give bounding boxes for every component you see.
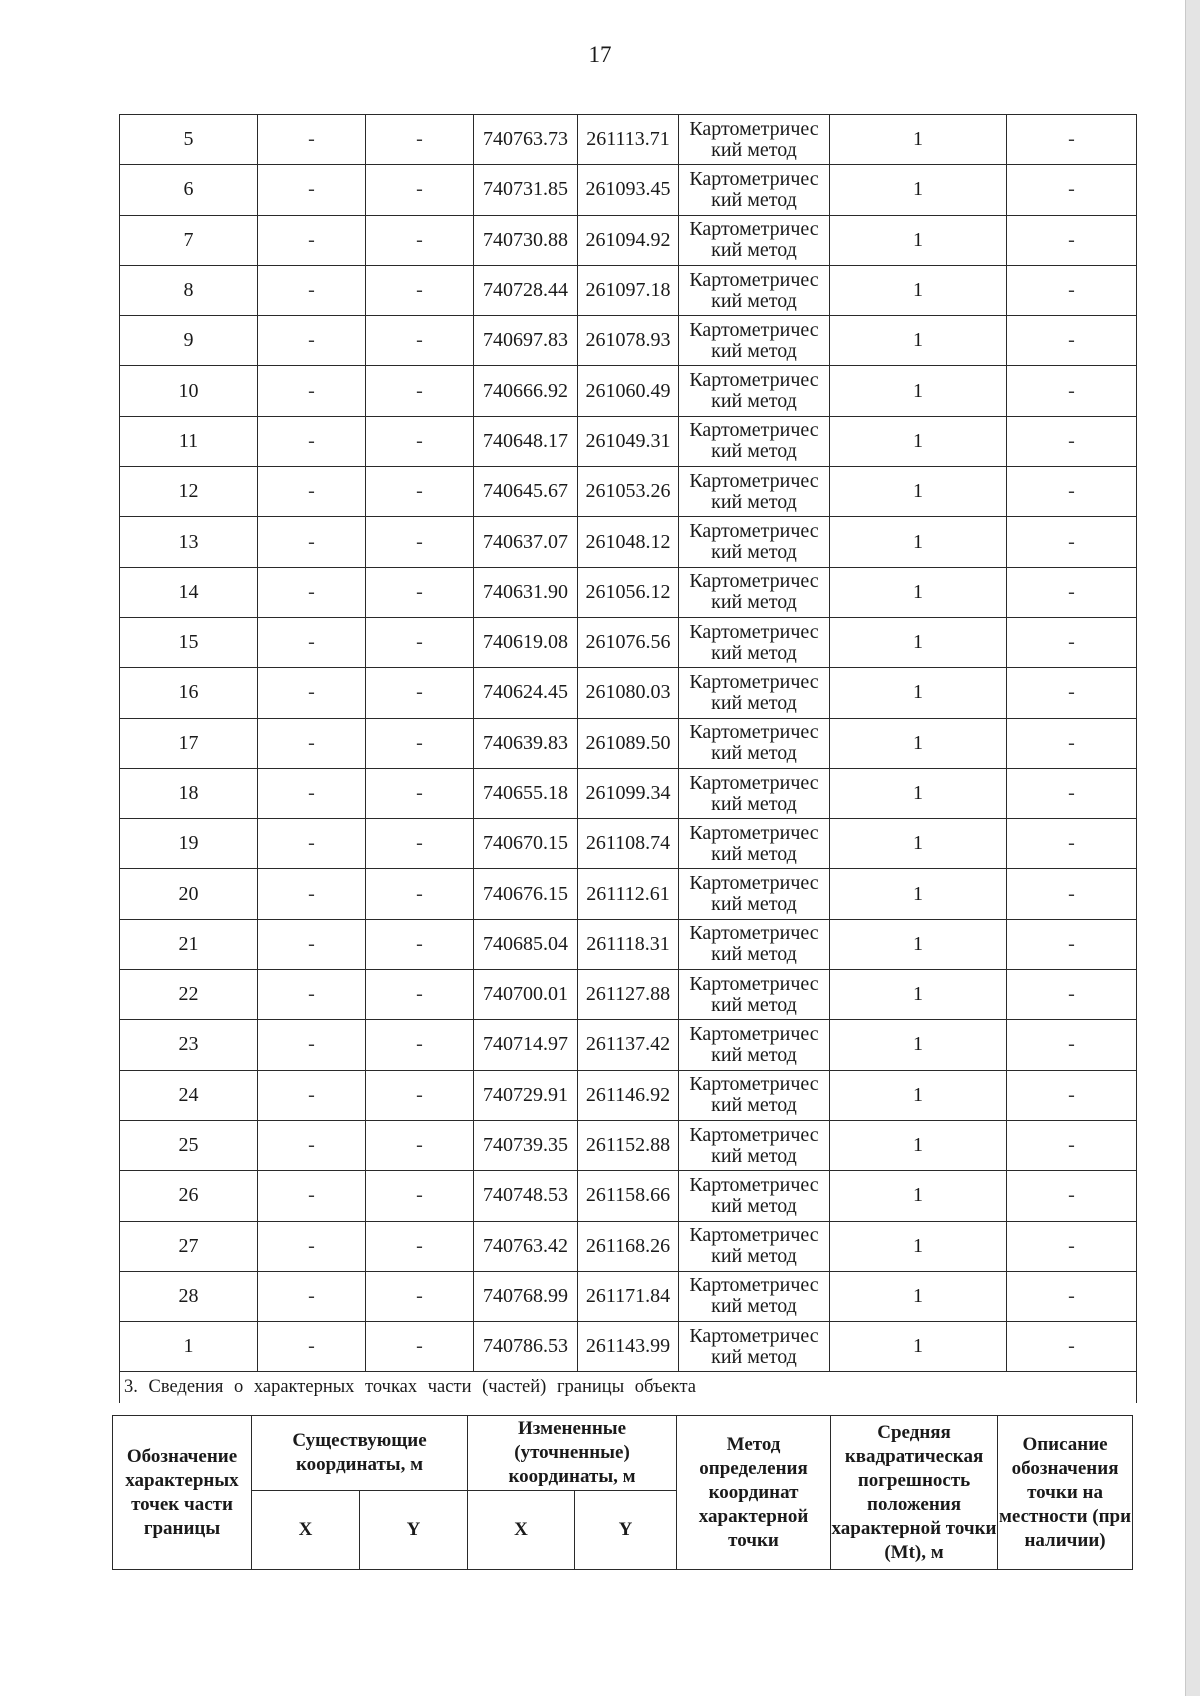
changed-y-cell: 261171.84 (578, 1271, 679, 1321)
method-text-line: кий метод (711, 1094, 797, 1117)
header-method: Метод определения координат характерной точки (677, 1416, 831, 1570)
existing-y-cell: - (366, 165, 474, 215)
description-cell: - (1007, 869, 1137, 919)
method-cell (679, 366, 830, 416)
method-text-line: кий метод (711, 188, 797, 211)
method-text-line: кий метод (711, 490, 797, 513)
changed-x-cell: 740676.15 (474, 869, 578, 919)
method-text-line: Картометричес (689, 1073, 819, 1096)
mt-cell: 1 (830, 1221, 1007, 1271)
method-cell (679, 1120, 830, 1170)
changed-x-cell: 740730.88 (474, 215, 578, 265)
existing-y-cell: - (366, 517, 474, 567)
method-text-line: Картометричес (689, 821, 819, 844)
changed-y-cell: 261137.42 (578, 1020, 679, 1070)
method-text-line: кий метод (711, 792, 797, 815)
changed-x-cell: 740631.90 (474, 567, 578, 617)
point-number-cell: 24 (120, 1070, 258, 1120)
mt-cell: 1 (830, 1120, 1007, 1170)
method-text-line: Картометричес (689, 721, 819, 744)
changed-y-cell: 261168.26 (578, 1221, 679, 1271)
existing-x-cell: - (258, 517, 366, 567)
table-row (120, 819, 1137, 869)
existing-y-cell: - (366, 115, 474, 165)
existing-y-cell: - (366, 869, 474, 919)
method-text-line: кий метод (711, 742, 797, 765)
changed-x-cell: 740786.53 (474, 1322, 578, 1372)
changed-x-cell: 740670.15 (474, 819, 578, 869)
mt-cell: 1 (830, 1070, 1007, 1120)
method-text-line: Картометричес (689, 117, 819, 140)
description-cell: - (1007, 1221, 1137, 1271)
point-number-cell: 26 (120, 1171, 258, 1221)
method-text-line: кий метод (711, 339, 797, 362)
point-number-cell: 1 (120, 1322, 258, 1372)
point-number-cell: 18 (120, 768, 258, 818)
description-cell: - (1007, 617, 1137, 667)
table-row (120, 718, 1137, 768)
mt-cell: 1 (830, 165, 1007, 215)
description-cell: - (1007, 819, 1137, 869)
method-cell (679, 517, 830, 567)
method-text-line: Картометричес (689, 570, 819, 593)
existing-x-cell: - (258, 1271, 366, 1321)
method-text-line: Картометричес (689, 520, 819, 543)
existing-x-cell: - (258, 869, 366, 919)
changed-x-cell: 740666.92 (474, 366, 578, 416)
existing-y-cell: - (366, 1120, 474, 1170)
existing-x-cell: - (258, 467, 366, 517)
existing-y-cell: - (366, 316, 474, 366)
table-row (120, 215, 1137, 265)
description-cell: - (1007, 970, 1137, 1020)
point-number-cell: 27 (120, 1221, 258, 1271)
method-cell (679, 567, 830, 617)
existing-y-cell: - (366, 668, 474, 718)
description-cell: - (1007, 366, 1137, 416)
method-cell (679, 467, 830, 517)
changed-y-cell: 261049.31 (578, 416, 679, 466)
existing-y-cell: - (366, 718, 474, 768)
coordinates-table-body (120, 115, 1137, 1372)
method-text-line: Картометричес (689, 1274, 819, 1297)
method-cell (679, 1221, 830, 1271)
header-changed-coordinates: Измененные (уточненные) координаты, м (468, 1416, 677, 1491)
method-cell (679, 165, 830, 215)
changed-x-cell: 740731.85 (474, 165, 578, 215)
existing-y-cell: - (366, 265, 474, 315)
point-number-cell: 23 (120, 1020, 258, 1070)
table-row (120, 617, 1137, 667)
changed-x-cell: 740655.18 (474, 768, 578, 818)
description-cell: - (1007, 467, 1137, 517)
mt-cell: 1 (830, 768, 1007, 818)
method-text-line: Картометричес (689, 771, 819, 794)
description-cell: - (1007, 1120, 1137, 1170)
mt-cell: 1 (830, 869, 1007, 919)
changed-x-cell: 740637.07 (474, 517, 578, 567)
header-changed-y: Y (575, 1491, 677, 1570)
existing-x-cell: - (258, 768, 366, 818)
description-cell: - (1007, 768, 1137, 818)
existing-x-cell: - (258, 1322, 366, 1372)
mt-cell: 1 (830, 1271, 1007, 1321)
method-cell (679, 215, 830, 265)
existing-x-cell: - (258, 718, 366, 768)
changed-x-cell: 740739.35 (474, 1120, 578, 1170)
changed-x-cell: 740700.01 (474, 970, 578, 1020)
method-text-line: Картометричес (689, 268, 819, 291)
method-text-line: Картометричес (689, 318, 819, 341)
method-text-line: кий метод (711, 943, 797, 966)
existing-x-cell: - (258, 316, 366, 366)
method-text-line: Картометричес (689, 469, 819, 492)
changed-x-cell: 740768.99 (474, 1271, 578, 1321)
existing-y-cell: - (366, 819, 474, 869)
changed-x-cell: 740748.53 (474, 1171, 578, 1221)
existing-y-cell: - (366, 1271, 474, 1321)
point-number-cell: 5 (120, 115, 258, 165)
table-row (120, 1020, 1137, 1070)
method-text-line: кий метод (711, 440, 797, 463)
existing-y-cell: - (366, 768, 474, 818)
table-row (120, 517, 1137, 567)
point-number-cell: 13 (120, 517, 258, 567)
method-text-line: кий метод (711, 893, 797, 916)
changed-y-cell: 261143.99 (578, 1322, 679, 1372)
changed-y-cell: 261118.31 (578, 919, 679, 969)
method-cell (679, 768, 830, 818)
changed-x-cell: 740648.17 (474, 416, 578, 466)
table-row (120, 1070, 1137, 1120)
existing-x-cell: - (258, 1070, 366, 1120)
method-text-line: Картометричес (689, 167, 819, 190)
changed-y-cell: 261127.88 (578, 970, 679, 1020)
method-text-line: Картометричес (689, 620, 819, 643)
point-number-cell: 17 (120, 718, 258, 768)
point-number-cell: 12 (120, 467, 258, 517)
method-cell (679, 617, 830, 667)
existing-y-cell: - (366, 1221, 474, 1271)
table-row (120, 165, 1137, 215)
changed-x-cell: 740763.73 (474, 115, 578, 165)
existing-x-cell: - (258, 1120, 366, 1170)
method-text-line: кий метод (711, 1194, 797, 1217)
description-cell: - (1007, 316, 1137, 366)
table-row (120, 316, 1137, 366)
table-row (120, 366, 1137, 416)
method-text-line: кий метод (711, 390, 797, 413)
table-row (120, 668, 1137, 718)
existing-y-cell: - (366, 366, 474, 416)
mt-cell: 1 (830, 316, 1007, 366)
method-text-line: Картометричес (689, 872, 819, 895)
point-number-cell: 6 (120, 165, 258, 215)
changed-x-cell: 740619.08 (474, 617, 578, 667)
existing-x-cell: - (258, 617, 366, 667)
description-cell: - (1007, 668, 1137, 718)
mt-cell: 1 (830, 567, 1007, 617)
method-cell (679, 1322, 830, 1372)
point-number-cell: 20 (120, 869, 258, 919)
existing-x-cell: - (258, 1020, 366, 1070)
existing-x-cell: - (258, 366, 366, 416)
changed-y-cell: 261099.34 (578, 768, 679, 818)
method-cell (679, 1020, 830, 1070)
mt-cell: 1 (830, 668, 1007, 718)
method-text-line: Картометричес (689, 369, 819, 392)
point-number-cell: 25 (120, 1120, 258, 1170)
table-row (120, 1120, 1137, 1170)
method-text-line: Картометричес (689, 670, 819, 693)
method-cell (679, 1171, 830, 1221)
existing-x-cell: - (258, 819, 366, 869)
description-cell: - (1007, 1322, 1137, 1372)
changed-y-cell: 261113.71 (578, 115, 679, 165)
mt-cell: 1 (830, 366, 1007, 416)
mt-cell: 1 (830, 970, 1007, 1020)
table-row (120, 1271, 1137, 1321)
changed-y-cell: 261076.56 (578, 617, 679, 667)
method-text-line: кий метод (711, 591, 797, 614)
method-text-line: Картометричес (689, 1324, 819, 1347)
point-number-cell: 8 (120, 265, 258, 315)
table-row (120, 467, 1137, 517)
existing-x-cell: - (258, 919, 366, 969)
changed-y-cell: 261094.92 (578, 215, 679, 265)
changed-y-cell: 261053.26 (578, 467, 679, 517)
description-cell: - (1007, 517, 1137, 567)
description-cell: - (1007, 1171, 1137, 1221)
point-number-cell: 7 (120, 215, 258, 265)
existing-x-cell: - (258, 265, 366, 315)
mt-cell: 1 (830, 919, 1007, 969)
table-row (120, 768, 1137, 818)
description-cell: - (1007, 215, 1137, 265)
method-text-line: кий метод (711, 993, 797, 1016)
changed-y-cell: 261158.66 (578, 1171, 679, 1221)
section-3-header-table (112, 1415, 1133, 1570)
point-number-cell: 21 (120, 919, 258, 969)
method-text-line: кий метод (711, 289, 797, 312)
coordinates-table (119, 114, 1137, 1403)
table-row (120, 567, 1137, 617)
method-cell (679, 1070, 830, 1120)
changed-x-cell: 740645.67 (474, 467, 578, 517)
changed-x-cell: 740639.83 (474, 718, 578, 768)
mt-cell: 1 (830, 1020, 1007, 1070)
method-cell (679, 416, 830, 466)
point-number-cell: 9 (120, 316, 258, 366)
existing-y-cell: - (366, 617, 474, 667)
method-text-line: кий метод (711, 1345, 797, 1368)
existing-y-cell: - (366, 1070, 474, 1120)
mt-cell: 1 (830, 617, 1007, 667)
method-text-line: Картометричес (689, 1224, 819, 1247)
changed-x-cell: 740624.45 (474, 668, 578, 718)
method-text-line: кий метод (711, 1043, 797, 1066)
page-edge (1185, 0, 1200, 1696)
existing-y-cell: - (366, 567, 474, 617)
header-existing-coordinates: Существующие координаты, м (252, 1416, 468, 1491)
mt-cell: 1 (830, 517, 1007, 567)
changed-y-cell: 261080.03 (578, 668, 679, 718)
method-text-line: кий метод (711, 1295, 797, 1318)
existing-x-cell: - (258, 165, 366, 215)
mt-cell: 1 (830, 416, 1007, 466)
method-cell (679, 316, 830, 366)
point-number-cell: 16 (120, 668, 258, 718)
method-text-line: Картометричес (689, 1173, 819, 1196)
changed-y-cell: 261048.12 (578, 517, 679, 567)
existing-y-cell: - (366, 1020, 474, 1070)
method-cell (679, 869, 830, 919)
method-cell (679, 115, 830, 165)
description-cell: - (1007, 1070, 1137, 1120)
existing-x-cell: - (258, 668, 366, 718)
changed-y-cell: 261146.92 (578, 1070, 679, 1120)
mt-cell: 1 (830, 467, 1007, 517)
existing-y-cell: - (366, 215, 474, 265)
existing-y-cell: - (366, 970, 474, 1020)
table-row (120, 115, 1137, 165)
table-row (120, 416, 1137, 466)
section-3-caption-row (120, 1372, 1137, 1404)
existing-y-cell: - (366, 467, 474, 517)
changed-x-cell: 740685.04 (474, 919, 578, 969)
point-number-cell: 15 (120, 617, 258, 667)
mt-cell: 1 (830, 1322, 1007, 1372)
existing-x-cell: - (258, 416, 366, 466)
description-cell: - (1007, 1271, 1137, 1321)
method-text-line: Картометричес (689, 972, 819, 995)
method-text-line: кий метод (711, 842, 797, 865)
changed-y-cell: 261112.61 (578, 869, 679, 919)
existing-y-cell: - (366, 1171, 474, 1221)
table-row (120, 1221, 1137, 1271)
changed-y-cell: 261078.93 (578, 316, 679, 366)
description-cell: - (1007, 265, 1137, 315)
changed-y-cell: 261152.88 (578, 1120, 679, 1170)
table-row (120, 1171, 1137, 1221)
point-number-cell: 14 (120, 567, 258, 617)
method-cell (679, 718, 830, 768)
point-number-cell: 19 (120, 819, 258, 869)
method-text-line: Картометричес (689, 419, 819, 442)
table-row (120, 1322, 1137, 1372)
header-changed-x: X (468, 1491, 575, 1570)
description-cell: - (1007, 1020, 1137, 1070)
page-number: 17 (588, 42, 612, 67)
point-number-cell: 11 (120, 416, 258, 466)
method-cell (679, 819, 830, 869)
changed-y-cell: 261056.12 (578, 567, 679, 617)
existing-x-cell: - (258, 1171, 366, 1221)
method-cell (679, 970, 830, 1020)
changed-x-cell: 740729.91 (474, 1070, 578, 1120)
changed-y-cell: 261097.18 (578, 265, 679, 315)
existing-x-cell: - (258, 1221, 366, 1271)
method-text-line: Картометричес (689, 218, 819, 241)
changed-y-cell: 261089.50 (578, 718, 679, 768)
method-text-line: Картометричес (689, 1123, 819, 1146)
section-3-caption: 3. Сведения о характерных точках части (частей) границы объекта (120, 1372, 1137, 1404)
method-cell (679, 668, 830, 718)
mt-cell: 1 (830, 718, 1007, 768)
table-row (120, 265, 1137, 315)
description-cell: - (1007, 567, 1137, 617)
method-text-line: Картометричес (689, 1022, 819, 1045)
existing-x-cell: - (258, 567, 366, 617)
header-existing-y: Y (360, 1491, 468, 1570)
existing-y-cell: - (366, 1322, 474, 1372)
existing-x-cell: - (258, 215, 366, 265)
header-mt: Средняя квадратическая погрешность положения характерной точки (Mt), м (831, 1416, 998, 1570)
table-row (120, 970, 1137, 1020)
method-text-line: кий метод (711, 691, 797, 714)
existing-x-cell: - (258, 970, 366, 1020)
description-cell: - (1007, 416, 1137, 466)
method-text-line: Картометричес (689, 922, 819, 945)
changed-x-cell: 740728.44 (474, 265, 578, 315)
existing-y-cell: - (366, 416, 474, 466)
header-description: Описание обозначения точки на местности (при наличии) (998, 1416, 1133, 1570)
point-number-cell: 28 (120, 1271, 258, 1321)
mt-cell: 1 (830, 1171, 1007, 1221)
point-number-cell: 22 (120, 970, 258, 1020)
changed-x-cell: 740697.83 (474, 316, 578, 366)
changed-x-cell: 740714.97 (474, 1020, 578, 1070)
method-text-line: кий метод (711, 1144, 797, 1167)
method-cell (679, 1271, 830, 1321)
point-number-cell: 10 (120, 366, 258, 416)
description-cell: - (1007, 718, 1137, 768)
changed-y-cell: 261060.49 (578, 366, 679, 416)
method-text-line: кий метод (711, 641, 797, 664)
table-row (120, 869, 1137, 919)
description-cell: - (1007, 115, 1137, 165)
method-text-line: кий метод (711, 239, 797, 262)
method-text-line: кий метод (711, 138, 797, 161)
changed-y-cell: 261093.45 (578, 165, 679, 215)
description-cell: - (1007, 919, 1137, 969)
mt-cell: 1 (830, 115, 1007, 165)
mt-cell: 1 (830, 819, 1007, 869)
method-text-line: кий метод (711, 1245, 797, 1268)
header-existing-x: X (252, 1491, 360, 1570)
changed-y-cell: 261108.74 (578, 819, 679, 869)
changed-x-cell: 740763.42 (474, 1221, 578, 1271)
existing-x-cell: - (258, 115, 366, 165)
method-cell (679, 919, 830, 969)
table-row (120, 919, 1137, 969)
header-designation: Обозначение характерных точек части границы (113, 1416, 252, 1570)
mt-cell: 1 (830, 215, 1007, 265)
method-text-line: кий метод (711, 541, 797, 564)
mt-cell: 1 (830, 265, 1007, 315)
description-cell: - (1007, 165, 1137, 215)
method-cell (679, 265, 830, 315)
existing-y-cell: - (366, 919, 474, 969)
